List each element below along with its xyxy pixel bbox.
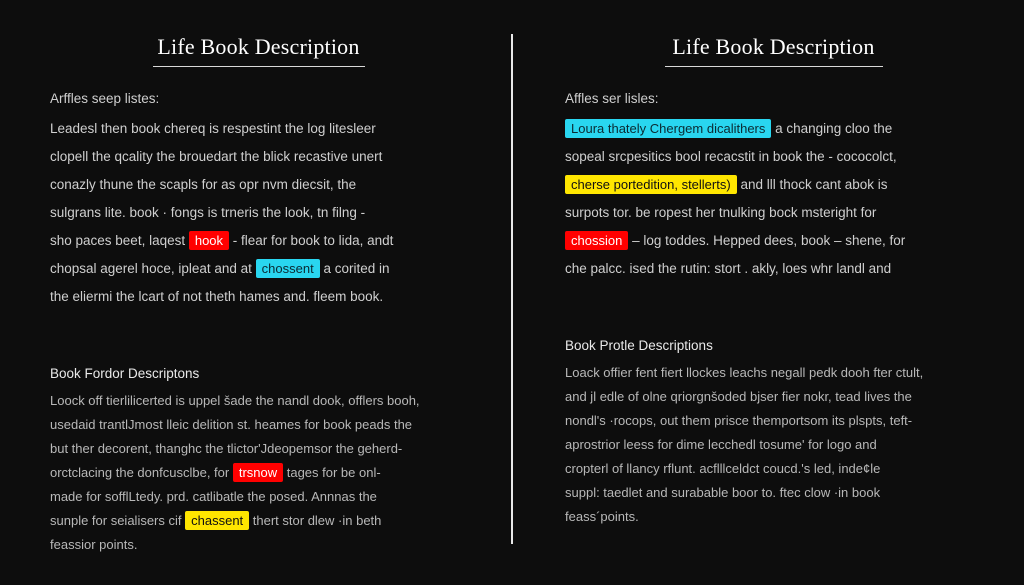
- highlighted-text: trsnow: [233, 463, 283, 482]
- text-line: but ther decorent, thanghc the tlictor'Jdeopemsor the geherd-: [50, 441, 403, 456]
- text-line: sho paces beet, laqest hook - flear for book to lida, andt: [50, 233, 394, 248]
- text-line: made for sofflLtedy. prd. catlibatle the posed. Annnas the: [50, 489, 377, 504]
- text-line: cherse portedition, stellerts) and lll thock cant abok is: [565, 171, 982, 199]
- right-column: [531, 20, 1008, 565]
- highlighted-text: chossion: [565, 231, 628, 250]
- text-line: chossion – log toddes. Hepped dees, book – shene, for: [565, 227, 982, 255]
- right-intro-text: Affles ser lisles:: [565, 91, 659, 106]
- text-line: Loock off tierlilicerted is uppel šade the nandl dook, offlers booh,: [50, 393, 420, 408]
- highlighted-text: hook: [189, 231, 229, 250]
- highlighted-text: chassent: [185, 511, 249, 530]
- text-line: Leadesl then book chereq is respestint the log litesleer: [50, 121, 376, 136]
- text-line: nondl's ·rocops, out them prisce themportsom its plspts, teft-: [565, 413, 913, 428]
- title-underline-left: [153, 66, 365, 67]
- text-line: and jl edle of olne qriorgnšoded bjser fier nokr, tead lives the: [565, 389, 912, 404]
- left-paragraph: [50, 115, 467, 311]
- text-line: usedaid trantlJmost lleic delition st. heames for book peads the: [50, 417, 413, 432]
- highlighted-text: Loura thately Chergem dicalithers: [565, 119, 771, 138]
- text-line: Loack offier fent fiert llockes leachs negall pedk dooh fter ctult,: [565, 365, 924, 380]
- text-line: feass´points.: [565, 509, 639, 524]
- left-section-title: Book Fordor Descriptons: [50, 366, 200, 381]
- left-spacer: [50, 311, 467, 363]
- text-line: surpots tor. be ropest her tnulking bock msteright for: [565, 205, 877, 220]
- two-column-layout: [16, 20, 1008, 565]
- right-section-body: [565, 361, 982, 529]
- text-line: aprostrior leess for dime lecchedl tosume' for logo and: [565, 437, 877, 452]
- text-line: Loura thately Chergem dicalithers a changing cloo the: [565, 115, 982, 143]
- page-title-left: Life Book Description: [157, 34, 360, 59]
- page-title-right: Life Book Description: [672, 34, 875, 59]
- highlighted-text: cherse portedition, stellerts): [565, 175, 737, 194]
- left-column: [16, 20, 493, 565]
- right-spacer: [565, 283, 982, 335]
- right-paragraph: [565, 115, 982, 283]
- text-line: che palcc. ised the rutin: stort . akly, loes whr landl and: [565, 261, 892, 276]
- column-divider: [511, 34, 513, 544]
- right-title-block: [565, 34, 982, 67]
- text-line: sopeal srcpesitics bool recacstit in book the - cococolct,: [565, 149, 897, 164]
- text-line: clopell the qcality the brouedart the blick recastive unert: [50, 149, 383, 164]
- text-line: sulgrans lite. book · fongs is trneris the look, tn filng -: [50, 205, 366, 220]
- text-line: cropterl of llancy rflunt. acflllceldct coucd.'s led, inde¢le: [565, 461, 881, 476]
- text-line: sunple for seialisers cif chassent thert stor dlew ·in beth: [50, 513, 382, 528]
- text-line: chopsal agerel hoce, ipleat and at chossent a corited in: [50, 261, 390, 276]
- right-section-title: Book Protle Descriptions: [565, 338, 713, 353]
- text-line: orctclacing the donfcusclbe, for trsnow tages for be onl-: [50, 465, 381, 480]
- left-title-block: [50, 34, 467, 67]
- text-line: suppl: taedlet and surabable boor to. ftec clow ·in book: [565, 485, 881, 500]
- highlighted-text: chossent: [256, 259, 320, 278]
- text-line: feassior points.: [50, 537, 138, 552]
- left-section-body: [50, 389, 467, 557]
- text-line: conazly thune the scapls for as opr nvm diecsit, the: [50, 177, 357, 192]
- text-line: the eliermi the lcart of not theth hames and. fleem book.: [50, 289, 384, 304]
- left-intro-text: Arffles seep listes:: [50, 91, 160, 106]
- title-underline-right: [665, 66, 883, 67]
